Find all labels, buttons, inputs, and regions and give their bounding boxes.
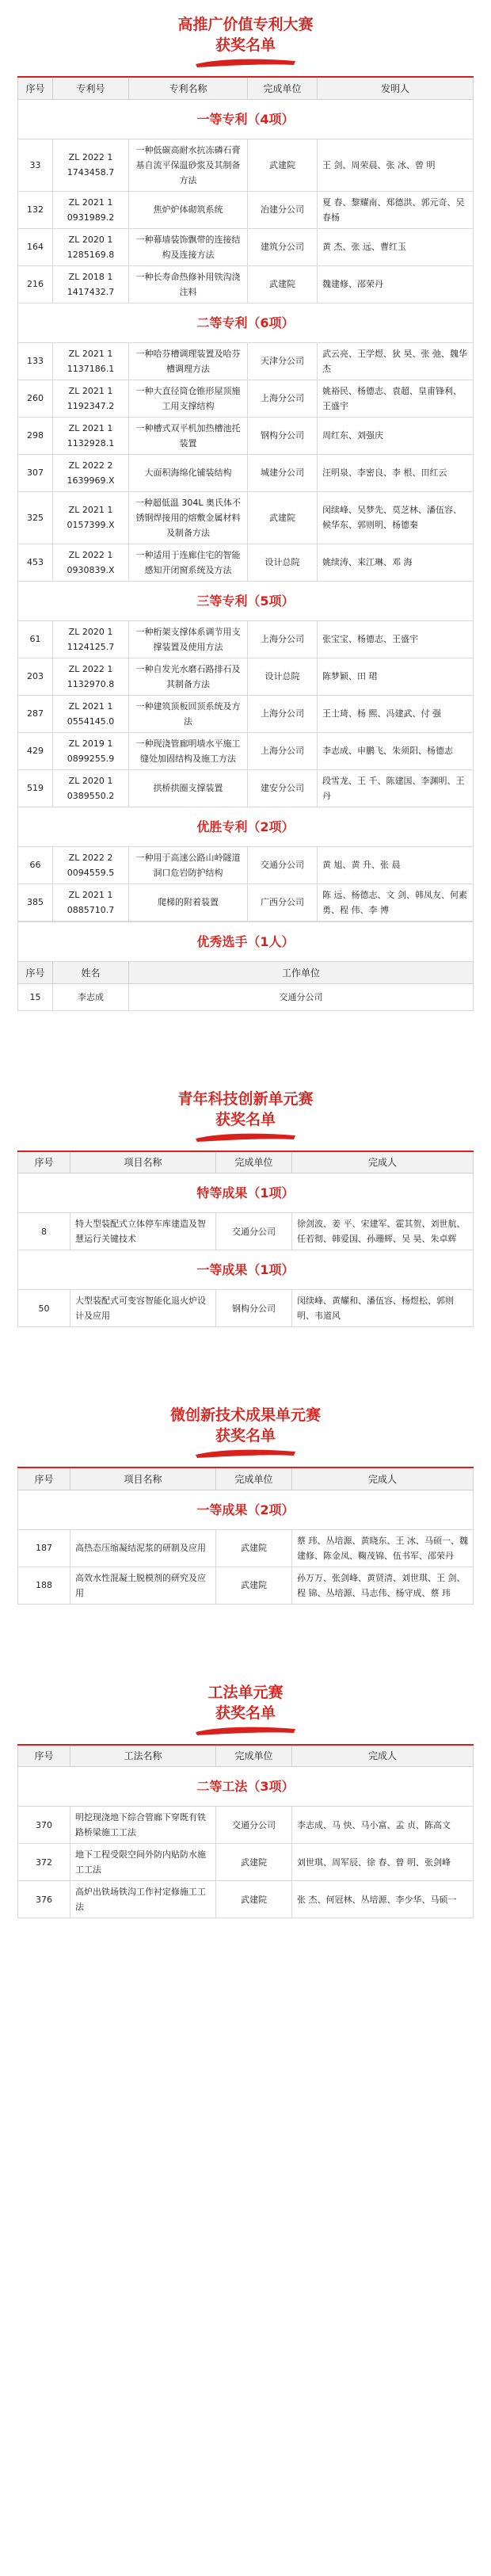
youth-title: 青年科技创新单元赛 — [177, 1090, 314, 1108]
method-title: 工法单元赛 — [207, 1683, 284, 1701]
table-cell: 武建院 — [248, 491, 318, 544]
table-cell: 孙万万、张剑峰、黄贤清、刘世琪、王 剑、程 锦、丛培源、马志伟、杨守成、蔡 玮 — [292, 1567, 474, 1604]
table-cell: ZL 2020 1 1124125.7 — [53, 620, 129, 658]
cell-no: 15 — [18, 983, 53, 1010]
table-row — [18, 1844, 474, 1881]
table-row — [18, 1881, 474, 1918]
table-cell: 钢构分公司 — [248, 417, 318, 454]
table-row — [18, 658, 474, 695]
table-cell: 164 — [18, 228, 53, 265]
group-label: 三等专利（5项） — [18, 581, 474, 620]
table-row — [18, 1567, 474, 1604]
table-row — [18, 491, 474, 544]
table-cell: 黄 杰、张 远、曹红玉 — [318, 228, 474, 265]
method-table-body — [18, 1767, 474, 1918]
youth-section — [17, 1074, 474, 1328]
micro-subtitle: 获奖名单 — [215, 1427, 276, 1444]
table-cell: 216 — [18, 265, 53, 303]
table-cell: 50 — [18, 1290, 70, 1327]
table-row — [18, 1213, 474, 1250]
table-cell: 广西分公司 — [248, 883, 318, 921]
table-row — [18, 454, 474, 491]
table-cell: 张 杰、何冠林、丛培源、李少华、马硕一 — [292, 1881, 474, 1918]
table-row — [18, 732, 474, 769]
patent-section — [17, 0, 474, 1011]
table-cell: ZL 2020 1 1285169.8 — [53, 228, 129, 265]
table-cell: 上海分公司 — [248, 732, 318, 769]
method-table — [17, 1744, 474, 1919]
table-cell: 高效水性混凝土脱模剂的研究及应用 — [70, 1567, 216, 1604]
table-cell: ZL 2021 1 0554145.0 — [53, 695, 129, 732]
patent-table-body — [18, 99, 474, 921]
table-cell: 拱桥拱圈支撑装置 — [129, 769, 248, 807]
table-cell: 一种超低温 304L 奥氏体不锈钢焊接用的熔敷金属材料及制备方法 — [129, 491, 248, 544]
table-cell: 453 — [18, 544, 53, 581]
method-header — [17, 1668, 474, 1736]
table-row — [18, 191, 474, 228]
table-cell: ZL 2022 1 0930839.X — [53, 544, 129, 581]
youth-table-body — [18, 1174, 474, 1327]
patent-title: 高推广价值专利大赛 — [177, 16, 314, 33]
table-cell: 376 — [18, 1881, 70, 1918]
table-cell: ZL 2021 1 0885710.7 — [53, 883, 129, 921]
group-row — [18, 1174, 474, 1213]
table-cell: ZL 2022 1 1132970.8 — [53, 658, 129, 695]
table-cell: 蔡 玮、丛培源、黄晓东、王 冰、马硕一、魏建修、陈金凤、鞠茂锦、伍书军、邵荣丹 — [292, 1529, 474, 1567]
excellent-header-row — [18, 961, 474, 983]
table-cell: 闵续峰、吴梦先、莫芝林、潘伍容、候华东、郭则明、杨德秦 — [318, 491, 474, 544]
col-header: 序号 — [18, 1745, 70, 1767]
brush-stroke-icon — [194, 1132, 297, 1143]
group-row — [18, 581, 474, 620]
group-label: 一等成果（1项） — [18, 1250, 474, 1290]
table-row — [18, 846, 474, 883]
col-header: 序号 — [18, 1151, 70, 1174]
table-cell: 段雪龙、王 千、陈建国、李渊明、王 丹 — [318, 769, 474, 807]
col-header: 工法名称 — [70, 1745, 216, 1767]
table-cell: 天津分公司 — [248, 342, 318, 380]
micro-table — [17, 1467, 474, 1605]
group-label: 优胜专利（2项） — [18, 807, 474, 846]
table-cell: 一种幕墙装饰飘带的连接结构及连接方法 — [129, 228, 248, 265]
table-cell: 298 — [18, 417, 53, 454]
table-cell: 周红东、刘强庆 — [318, 417, 474, 454]
method-table-header-row — [18, 1745, 474, 1767]
col-header: 序号 — [18, 1467, 70, 1490]
col-header: 项目名称 — [70, 1151, 216, 1174]
table-cell: 李志成、马 快、马小富、孟 贞、陈高文 — [292, 1807, 474, 1844]
table-row — [18, 883, 474, 921]
col-header: 姓名 — [53, 961, 129, 983]
table-row — [18, 417, 474, 454]
table-cell: 姚裕民、杨德志、袁超、皇甫锋利、王盛宇 — [318, 380, 474, 417]
table-row — [18, 544, 474, 581]
table-cell: ZL 2022 2 1639969.X — [53, 454, 129, 491]
group-label: 优秀选手（1人） — [18, 922, 474, 961]
table-cell: 188 — [18, 1567, 70, 1604]
table-cell: 夏 春、黎耀南、郑德洪、郭元奇、吴春杨 — [318, 191, 474, 228]
col-header: 专利号 — [53, 77, 129, 99]
table-cell: 特大型装配式立体停车库建造及智慧运行关键技术 — [70, 1213, 216, 1250]
table-row — [18, 139, 474, 191]
table-cell: ZL 2021 1 1132928.1 — [53, 417, 129, 454]
table-cell: ZL 2018 1 1417432.7 — [53, 265, 129, 303]
brush-stroke-icon — [194, 1725, 297, 1736]
table-cell: 建安分公司 — [248, 769, 318, 807]
table-cell: 交通分公司 — [248, 846, 318, 883]
col-header: 工作单位 — [129, 961, 474, 983]
table-cell: ZL 2019 1 0899255.9 — [53, 732, 129, 769]
table-row — [18, 695, 474, 732]
table-cell: 61 — [18, 620, 53, 658]
table-cell: 325 — [18, 491, 53, 544]
table-cell: 187 — [18, 1529, 70, 1567]
table-cell: 33 — [18, 139, 53, 191]
table-cell: 武建院 — [216, 1844, 292, 1881]
patent-subtitle: 获奖名单 — [215, 36, 276, 54]
table-cell: 陈梦颖、田 珺 — [318, 658, 474, 695]
table-cell: 汪明泉、李密良、李 根、田红云 — [318, 454, 474, 491]
youth-header — [17, 1074, 474, 1143]
table-cell: 焦炉炉体砌筑系统 — [129, 191, 248, 228]
table-cell: 519 — [18, 769, 53, 807]
col-header: 项目名称 — [70, 1467, 216, 1490]
group-row — [18, 1250, 474, 1290]
table-cell: 钢构分公司 — [216, 1290, 292, 1327]
table-row — [18, 1529, 474, 1567]
table-cell: 武建院 — [216, 1881, 292, 1918]
table-cell: 陈 远、杨德志、文 剑、韩凤友、何素勇、程 伟、李 博 — [318, 883, 474, 921]
table-cell: 260 — [18, 380, 53, 417]
youth-table — [17, 1151, 474, 1328]
group-row — [18, 807, 474, 846]
micro-header — [17, 1391, 474, 1459]
table-row — [18, 1290, 474, 1327]
table-cell: 一种哈芬槽调理装置及哈芬槽调理方法 — [129, 342, 248, 380]
table-cell: 203 — [18, 658, 53, 695]
table-cell: 武云亮、王学煜、狄 昊、张 弛、魏华杰 — [318, 342, 474, 380]
col-header: 专利名称 — [129, 77, 248, 99]
table-row — [18, 342, 474, 380]
table-cell: 一种桁架支撑体系调节用支撑装置及使用方法 — [129, 620, 248, 658]
table-cell: 武建院 — [248, 139, 318, 191]
table-cell: 王士琦、杨 熙、冯建武、付 强 — [318, 695, 474, 732]
table-cell: ZL 2021 1 0157399.X — [53, 491, 129, 544]
table-cell: 武建院 — [248, 265, 318, 303]
table-cell: 一种长寿命热修补用铁沟浇注料 — [129, 265, 248, 303]
table-cell: 明挖现浇地下综合管廊下穿既有铁路桥梁施工工法 — [70, 1807, 216, 1844]
table-row — [18, 983, 474, 1010]
table-cell: 大面积海绵化铺装结构 — [129, 454, 248, 491]
table-cell: 一种建筑顶板回顶系统及方法 — [129, 695, 248, 732]
table-cell: 一种槽式双平机加热槽池托装置 — [129, 417, 248, 454]
youth-table-header-row — [18, 1151, 474, 1174]
col-header: 完成人 — [292, 1745, 474, 1767]
col-header: 完成单位 — [248, 77, 318, 99]
table-cell: 交通分公司 — [216, 1213, 292, 1250]
youth-subtitle: 获奖名单 — [215, 1110, 276, 1128]
table-cell: 高炉出铁场铁沟工作衬定修施工工法 — [70, 1881, 216, 1918]
table-cell: 上海分公司 — [248, 620, 318, 658]
table-cell: 闵续峰、黄耀和、潘伍容、杨煜松、郭则明、韦道风 — [292, 1290, 474, 1327]
table-cell: 王 剑、周荣晨、张 冰、曾 明 — [318, 139, 474, 191]
brush-stroke-icon — [194, 57, 297, 68]
method-section — [17, 1668, 474, 1919]
table-cell: 城建分公司 — [248, 454, 318, 491]
cell-name: 李志成 — [53, 983, 129, 1010]
excellent-table — [17, 922, 474, 1011]
table-cell: ZL 2022 2 0094559.5 — [53, 846, 129, 883]
table-cell: 一种用于高速公路山岭隧道洞口危岩防护结构 — [129, 846, 248, 883]
table-cell: 385 — [18, 883, 53, 921]
table-cell: ZL 2021 1 0931989.2 — [53, 191, 129, 228]
method-subtitle: 获奖名单 — [215, 1704, 276, 1722]
patent-table — [17, 76, 474, 922]
col-header: 完成人 — [292, 1151, 474, 1174]
table-cell: 交通分公司 — [216, 1807, 292, 1844]
table-row — [18, 265, 474, 303]
table-cell: 一种现浇管廊明墙水平施工缝处加固结构及施工方法 — [129, 732, 248, 769]
group-label: 特等成果（1项） — [18, 1174, 474, 1213]
table-cell: ZL 2021 1 1137186.1 — [53, 342, 129, 380]
col-header: 完成单位 — [216, 1151, 292, 1174]
col-header: 序号 — [18, 77, 53, 99]
group-row — [18, 1490, 474, 1529]
table-cell: 设计总院 — [248, 544, 318, 581]
table-cell: 8 — [18, 1213, 70, 1250]
table-row — [18, 769, 474, 807]
table-cell: 429 — [18, 732, 53, 769]
group-row — [18, 922, 474, 961]
table-cell: ZL 2022 1 1743458.7 — [53, 139, 129, 191]
group-label: 二等专利（6项） — [18, 303, 474, 342]
group-row — [18, 99, 474, 139]
table-row — [18, 620, 474, 658]
table-cell: 370 — [18, 1807, 70, 1844]
table-cell: 大型装配式可变容智能化退火炉设计及应用 — [70, 1290, 216, 1327]
table-cell: 爬梯的附着装置 — [129, 883, 248, 921]
group-label: 一等成果（2项） — [18, 1490, 474, 1529]
table-cell: 66 — [18, 846, 53, 883]
table-cell: 372 — [18, 1844, 70, 1881]
table-cell: ZL 2021 1 1192347.2 — [53, 380, 129, 417]
group-label: 二等工法（3项） — [18, 1767, 474, 1807]
table-cell: 武建院 — [216, 1529, 292, 1567]
table-cell: 133 — [18, 342, 53, 380]
table-cell: 307 — [18, 454, 53, 491]
brush-stroke-icon — [194, 1448, 297, 1459]
table-cell: 一种自发光水磨石路排石及其制备方法 — [129, 658, 248, 695]
patent-header — [17, 0, 474, 68]
patent-table-header-row — [18, 77, 474, 99]
table-cell: 高热态压缩凝结泥浆的研制及应用 — [70, 1529, 216, 1567]
micro-section — [17, 1391, 474, 1605]
table-cell: 张宝宝、杨德志、王盛宇 — [318, 620, 474, 658]
table-cell: 魏建修、邵荣丹 — [318, 265, 474, 303]
table-cell: 一种低碳高耐水抗冻磷石膏基自流平保温砂浆及其制备方法 — [129, 139, 248, 191]
table-cell: 黄 旭、黄 升、张 晨 — [318, 846, 474, 883]
col-header: 完成单位 — [216, 1745, 292, 1767]
table-cell: 上海分公司 — [248, 695, 318, 732]
table-cell: 132 — [18, 191, 53, 228]
table-cell: 姚续涛、来江琳、邓 海 — [318, 544, 474, 581]
table-cell: 武建院 — [216, 1567, 292, 1604]
table-cell: 徐剑波、姜 平、宋建军、霍其贺、刘世航、任若彻、韩爱国、孙珊辉、吴 昊、朱卓辉 — [292, 1213, 474, 1250]
table-cell: 李志成、申鹏飞、朱须阳、杨德志 — [318, 732, 474, 769]
table-cell: 建筑分公司 — [248, 228, 318, 265]
table-row — [18, 1807, 474, 1844]
micro-title: 微创新技术成果单元赛 — [169, 1406, 321, 1424]
group-row — [18, 303, 474, 342]
table-cell: ZL 2020 1 0389550.2 — [53, 769, 129, 807]
table-row — [18, 380, 474, 417]
table-row — [18, 228, 474, 265]
table-cell: 一种大直径筒仓锥形屋顶施工用支撑结构 — [129, 380, 248, 417]
cell-unit: 交通分公司 — [129, 983, 474, 1010]
table-cell: 一种适用于连廊住宅的智能感知开闭窗系统及方法 — [129, 544, 248, 581]
micro-table-header-row — [18, 1467, 474, 1490]
col-header: 完成单位 — [216, 1467, 292, 1490]
group-label: 一等专利（4项） — [18, 99, 474, 139]
table-cell: 刘世琪、周军辰、徐 春、曾 明、张剑峰 — [292, 1844, 474, 1881]
col-header: 完成人 — [292, 1467, 474, 1490]
table-cell: 设计总院 — [248, 658, 318, 695]
table-cell: 287 — [18, 695, 53, 732]
col-header: 发明人 — [318, 77, 474, 99]
table-cell: 上海分公司 — [248, 380, 318, 417]
col-header: 序号 — [18, 961, 53, 983]
micro-table-body — [18, 1490, 474, 1604]
table-cell: 地下工程受限空间外防内贴防水施工工法 — [70, 1844, 216, 1881]
table-cell: 冶建分公司 — [248, 191, 318, 228]
group-row — [18, 1767, 474, 1807]
